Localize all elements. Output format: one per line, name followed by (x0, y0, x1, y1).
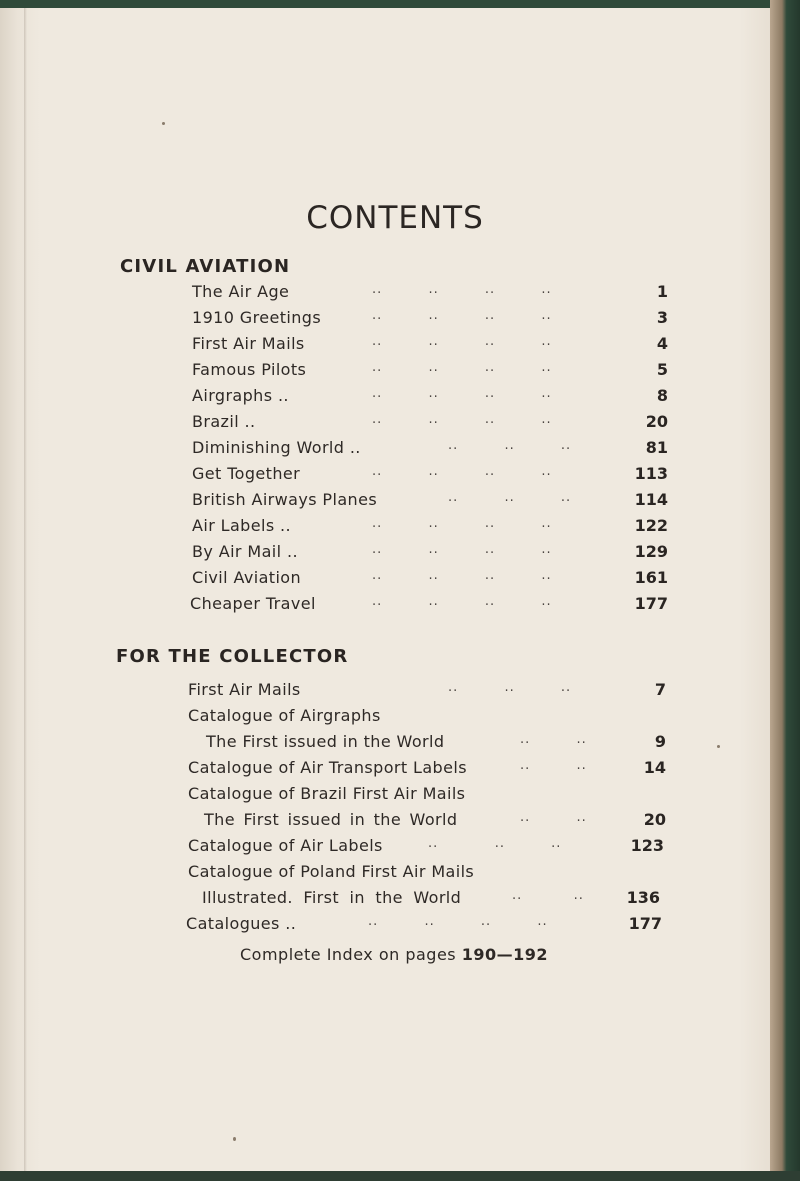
dot-leader: .. .. .. (448, 490, 572, 505)
toc-entry-label: By Air Mail .. (192, 542, 298, 561)
toc-entry (0, 568, 790, 594)
section-heading-for-the-collector: FOR THE COLLECTOR (116, 646, 349, 667)
dot-leader: .. .. .. .. (372, 334, 552, 349)
toc-entry (0, 914, 790, 940)
toc-entry-label: Famous Pilots (192, 360, 307, 379)
toc-entry-page: 4 (656, 334, 668, 353)
toc-entry (0, 836, 790, 862)
toc-entry (0, 680, 790, 706)
toc-entry (0, 282, 790, 308)
toc-entry-label: Air Labels .. (192, 516, 292, 535)
dot-leader: .. .. .. .. (372, 516, 552, 531)
toc-entry-label: Illustrated. First in the World (202, 888, 462, 907)
dot-leader: .. .. (512, 888, 584, 903)
dot-leader: .. .. .. .. (372, 568, 552, 583)
toc-entry-page: 136 (626, 888, 660, 907)
paper-speck (233, 1137, 236, 1141)
dot-leader: .. .. (520, 758, 587, 773)
toc-entry (0, 438, 790, 464)
toc-entry-page: 14 (643, 758, 666, 777)
toc-entry-label: Civil Aviation (192, 568, 302, 587)
index-note-page-range: 190—192 (461, 945, 549, 964)
toc-entry-page: 123 (630, 836, 664, 855)
dot-leader: .. .. .. .. (372, 412, 552, 427)
toc-entry (0, 758, 790, 784)
toc-entry (0, 706, 790, 732)
toc-entry-page: 7 (654, 680, 666, 699)
toc-entry (0, 464, 790, 490)
toc-entry (0, 360, 790, 386)
dot-leader: .. .. .. (448, 680, 572, 695)
dot-leader: .. .. .. .. (372, 308, 552, 323)
toc-entry (0, 784, 790, 810)
toc-entry-label: Brazil .. (192, 412, 256, 431)
toc-entry-page: 3 (656, 308, 668, 327)
toc-entry (0, 732, 790, 758)
toc-entry-label: Catalogue of Air Labels (188, 836, 383, 855)
toc-entry-page: 9 (654, 732, 666, 751)
toc-entry-label: Get Together (192, 464, 301, 483)
toc-entry-label: British Airways Planes (192, 490, 378, 509)
toc-entry-label: Diminishing World .. (192, 438, 361, 457)
toc-entry (0, 594, 790, 620)
toc-entry (0, 386, 790, 412)
toc-entry-label: Airgraphs .. (192, 386, 289, 405)
toc-entry (0, 542, 790, 568)
index-note (240, 945, 548, 964)
toc-entry-page: 5 (656, 360, 668, 379)
toc-entry-page: 177 (628, 914, 662, 933)
toc-entry-label: The Air Age (192, 282, 290, 301)
dot-leader: .. .. .. .. (368, 914, 548, 929)
toc-entry (0, 862, 790, 888)
dot-leader: .. .. .. .. (372, 542, 552, 557)
section-heading-civil-aviation: CIVIL AVIATION (120, 256, 291, 277)
toc-entry-page: 161 (634, 568, 668, 587)
dot-leader: .. .. .. .. (372, 386, 552, 401)
dot-leader: .. .. (520, 810, 587, 825)
toc-entry-label: Catalogue of Brazil First Air Mails (188, 784, 466, 803)
toc-entry-page: 20 (643, 810, 666, 829)
toc-entry-label: 1910 Greetings (192, 308, 322, 327)
toc-entry-page: 129 (634, 542, 668, 561)
dot-leader: .. .. .. .. (372, 594, 552, 609)
toc-entry-page: 8 (656, 386, 668, 405)
toc-entry-page: 113 (634, 464, 668, 483)
toc-entry-label: The First issued in the World (206, 732, 445, 751)
dot-leader: .. .. .. .. (372, 360, 552, 375)
dot-leader: .. .. (520, 732, 587, 747)
toc-entry (0, 490, 790, 516)
toc-entry-page: 81 (645, 438, 668, 457)
toc-entry (0, 516, 790, 542)
toc-entry-page: 177 (634, 594, 668, 613)
dot-leader: .. .. .. (428, 836, 562, 851)
toc-entry-page: 114 (634, 490, 668, 509)
toc-entry-page: 20 (645, 412, 668, 431)
toc-entry (0, 412, 790, 438)
toc-entry (0, 888, 790, 914)
toc-entry-page: 122 (634, 516, 668, 535)
page-title: CONTENTS (306, 200, 484, 236)
toc-entry-label: First Air Mails (192, 334, 305, 353)
toc-entry (0, 810, 790, 836)
toc-entry-page: 1 (656, 282, 668, 301)
dot-leader: .. .. .. (448, 438, 572, 453)
toc-entry-label: First Air Mails (188, 680, 301, 699)
toc-entry-label: The First issued in the World (204, 810, 458, 829)
dot-leader: .. .. .. .. (372, 282, 552, 297)
dot-leader: .. .. .. .. (372, 464, 552, 479)
toc-entry-label: Catalogues .. (186, 914, 297, 933)
index-note-text: Complete Index on pages (240, 945, 457, 964)
book-cover-edge-bottom (0, 1171, 800, 1181)
toc-entry-label: Cheaper Travel (190, 594, 316, 613)
toc-entry-label: Catalogue of Air Transport Labels (188, 758, 467, 777)
paper-speck (162, 122, 165, 125)
toc-entry-label: Catalogue of Airgraphs (188, 706, 381, 725)
toc-entry-label: Catalogue of Poland First Air Mails (188, 862, 475, 881)
toc-entry (0, 334, 790, 360)
toc-entry (0, 308, 790, 334)
